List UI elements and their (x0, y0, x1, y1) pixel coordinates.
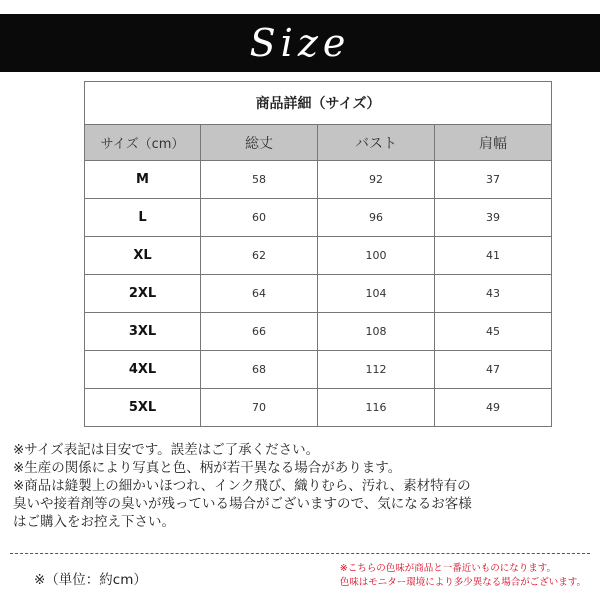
header-size: サイズ（cm） (85, 125, 201, 161)
size-cell: M (85, 161, 201, 199)
table-row (85, 351, 552, 389)
header-length: 総丈 (201, 125, 318, 161)
bust-cell: 96 (318, 199, 435, 237)
length-cell: 60 (201, 199, 318, 237)
table-row (85, 199, 552, 237)
size-cell: 5XL (85, 389, 201, 427)
shoulder-cell: 41 (435, 237, 552, 275)
length-cell: 58 (201, 161, 318, 199)
bust-cell: 92 (318, 161, 435, 199)
header-bust: バスト (318, 125, 435, 161)
dashed-divider (10, 553, 590, 554)
banner-title: Size (249, 21, 351, 65)
bust-cell: 104 (318, 275, 435, 313)
size-cell: 4XL (85, 351, 201, 389)
shoulder-cell: 37 (435, 161, 552, 199)
bust-cell: 100 (318, 237, 435, 275)
shoulder-cell: 43 (435, 275, 552, 313)
note-line: ※生産の関係により写真と色、柄が若干異なる場合があります。 (13, 460, 402, 476)
size-cell: XL (85, 237, 201, 275)
length-cell: 62 (201, 237, 318, 275)
note-line: ※サイズ表記は目安です。誤差はご了承ください。 (13, 442, 320, 458)
table-caption: 商品詳細（サイズ） (85, 82, 552, 125)
table-row (85, 275, 552, 313)
size-banner (0, 14, 600, 72)
bust-cell: 116 (318, 389, 435, 427)
length-cell: 70 (201, 389, 318, 427)
note-line: ※商品は縫製上の細かいほつれ、インク飛び、織りむら、汚れ、素材特有の (13, 478, 471, 494)
table-caption-row (85, 82, 552, 125)
table-row (85, 313, 552, 351)
note-line: 臭いや接着剤等の臭いが残っている場合がございますので、気になるお客様 (13, 496, 472, 512)
length-cell: 68 (201, 351, 318, 389)
table-header-row (85, 125, 552, 161)
shoulder-cell: 49 (435, 389, 552, 427)
color-note-line: 色味はモニター環境により多少異なる場合がございます。 (339, 577, 586, 588)
header-shoulder: 肩幅 (435, 125, 552, 161)
size-cell: 3XL (85, 313, 201, 351)
table-row (85, 161, 552, 199)
size-table (84, 81, 552, 427)
table-row (85, 237, 552, 275)
shoulder-cell: 47 (435, 351, 552, 389)
shoulder-cell: 39 (435, 199, 552, 237)
notes (13, 441, 593, 531)
bust-cell: 112 (318, 351, 435, 389)
table-row (85, 389, 552, 427)
unit-note: ※（単位：約cm） (34, 572, 147, 588)
bust-cell: 108 (318, 313, 435, 351)
length-cell: 66 (201, 313, 318, 351)
size-cell: L (85, 199, 201, 237)
length-cell: 64 (201, 275, 318, 313)
shoulder-cell: 45 (435, 313, 552, 351)
size-cell: 2XL (85, 275, 201, 313)
color-note (340, 562, 586, 590)
note-line: はご購入をお控え下さい。 (13, 514, 175, 530)
color-note-line: ※こちらの色味が商品と一番近いものになります。 (339, 563, 556, 574)
